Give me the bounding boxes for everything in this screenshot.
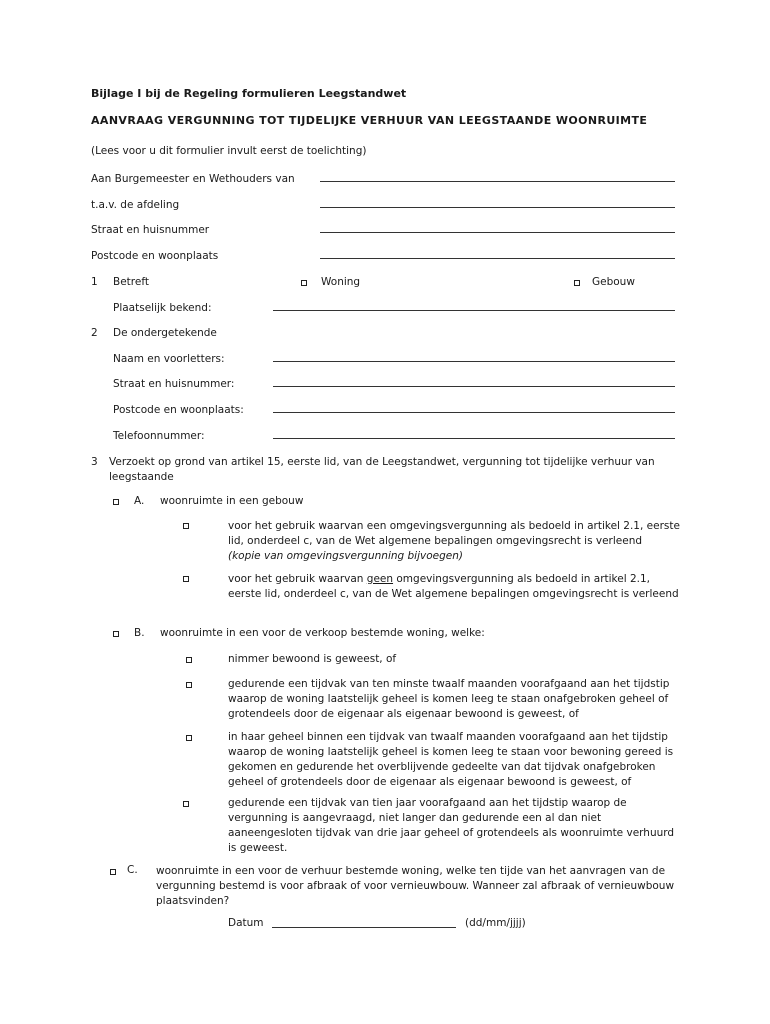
section-number-3: 3 [91,456,98,468]
option-c-text: woonruimte in een voor de verhuur bestemde woning, welke ten tijde van het aanvragen van de vergunning bestemd is voor afbraak of voor vernieuwbouw. Wanneer zal afbraak of vernieuwbouw plaatsvinden? [156,865,675,907]
field-label-postcode-2: Postcode en woonplaats: [113,404,244,416]
field-label-tav: t.a.v. de afdeling [91,199,180,211]
option-label-woning: Woning [321,276,361,288]
field-postcode-woonplaats[interactable] [320,258,675,259]
field-straat-huisnummer[interactable] [320,232,675,233]
datum-format-hint: (dd/mm/jjjj) [465,917,526,929]
field-label-telefoon: Telefoonnummer: [113,430,205,442]
bijlage-title: Bijlage I bij de Regeling formulieren Leegstandwet [91,87,407,100]
field-tav-afdeling[interactable] [320,207,675,208]
field-plaatselijk-bekend[interactable] [273,310,675,311]
instruction-note: (Lees voor u dit formulier invult eerst de toelichting) [91,145,367,157]
checkbox-woning[interactable] [301,280,307,286]
option-a-letter: A. [134,495,145,507]
checkbox-b-1[interactable] [186,657,192,663]
option-a-label: woonruimte in een gebouw [160,495,304,507]
field-label-naam: Naam en voorletters: [113,353,225,365]
option-b-2-text: gedurende een tijdvak van ten minste twaalf maanden voorafgaand aan het tijdstip waarop de woning laatstelijk geheel is komen leeg te staan onafgebroken geheel of grotendeels door de eigenaar als eigenaar bewoond is geweest, of [228,678,670,720]
field-label-plaatselijk: Plaatselijk bekend: [113,302,212,314]
field-postcode-woonplaats-2[interactable] [273,412,675,413]
option-a-1-text: voor het gebruik waarvan een omgevingsvergunning als bedoeld in artikel 2.1, eerste lid, onderdeel c, van de Wet algemene bepalingen omgevingsrecht is verleend (kopie van omgevingsvergunning bijvoegen) [228,520,680,562]
checkbox-b-3[interactable] [186,735,192,741]
option-a-2-text: voor het gebruik waarvan geen omgevingsvergunning als bedoeld in artikel 2.1, eerste lid, onderdeel c, van de Wet algemene bepalingen omgevingsrecht is verleend [228,573,679,600]
section-3-intro: Verzoekt op grond van artikel 15, eerste lid, van de Leegstandwet, vergunning tot tijdelijke verhuur van leegstaande [109,456,655,483]
field-label-straat: Straat en huisnummer [91,224,210,236]
checkbox-option-b[interactable] [113,631,119,637]
section-label-betreft: Betreft [113,276,149,288]
option-b-1-text: nimmer bewoond is geweest, of [228,653,397,665]
checkbox-a-1[interactable] [183,523,189,529]
section-number-2: 2 [91,327,98,339]
checkbox-b-4[interactable] [183,801,189,807]
checkbox-option-c[interactable] [110,869,116,875]
field-telefoonnummer[interactable] [273,438,675,439]
checkbox-b-2[interactable] [186,682,192,688]
option-b-3-text: in haar geheel binnen een tijdvak van twaalf maanden voorafgaand aan het tijdstip waarop de woning laatstelijk geheel is komen leeg te staan voor bewoning gereed is gekomen en gedurende het overblijvende gedeelte van dat tijdvak onafgebroken geheel of grotendeels door de eigenaar als eigenaar bewoond is geweest, of [228,731,674,788]
datum-label: Datum [228,917,264,929]
field-label-postcode: Postcode en woonplaats [91,250,219,262]
option-b-letter: B. [134,627,145,639]
checkbox-a-2[interactable] [183,576,189,582]
field-naam-voorletters[interactable] [273,361,675,362]
datum-field[interactable] [272,927,456,928]
option-label-gebouw: Gebouw [592,276,635,288]
field-aan-gemeente[interactable] [320,181,675,182]
field-label-straat-2: Straat en huisnummer: [113,378,235,390]
form-title: AANVRAAG VERGUNNING TOT TIJDELIJKE VERHUUR VAN LEEGSTAANDE WOONRUIMTE [91,114,648,127]
section-label-ondergetekende: De ondergetekende [113,327,217,339]
option-b-label: woonruimte in een voor de verkoop bestemde woning, welke: [160,627,485,639]
checkbox-gebouw[interactable] [574,280,580,286]
field-label-aan: Aan Burgemeester en Wethouders van [91,173,295,185]
option-b-4-text: gedurende een tijdvak van tien jaar voorafgaand aan het tijdstip waarop de vergunning is aangevraagd, niet langer dan gedurende een al dan niet aaneengesloten tijdvak van drie jaar geheel of grotendeels als woonruimte verhuurd is geweest. [228,797,675,854]
section-number-1: 1 [91,276,98,288]
checkbox-option-a[interactable] [113,499,119,505]
option-c-letter: C. [127,864,138,876]
field-straat-huisnummer-2[interactable] [273,386,675,387]
